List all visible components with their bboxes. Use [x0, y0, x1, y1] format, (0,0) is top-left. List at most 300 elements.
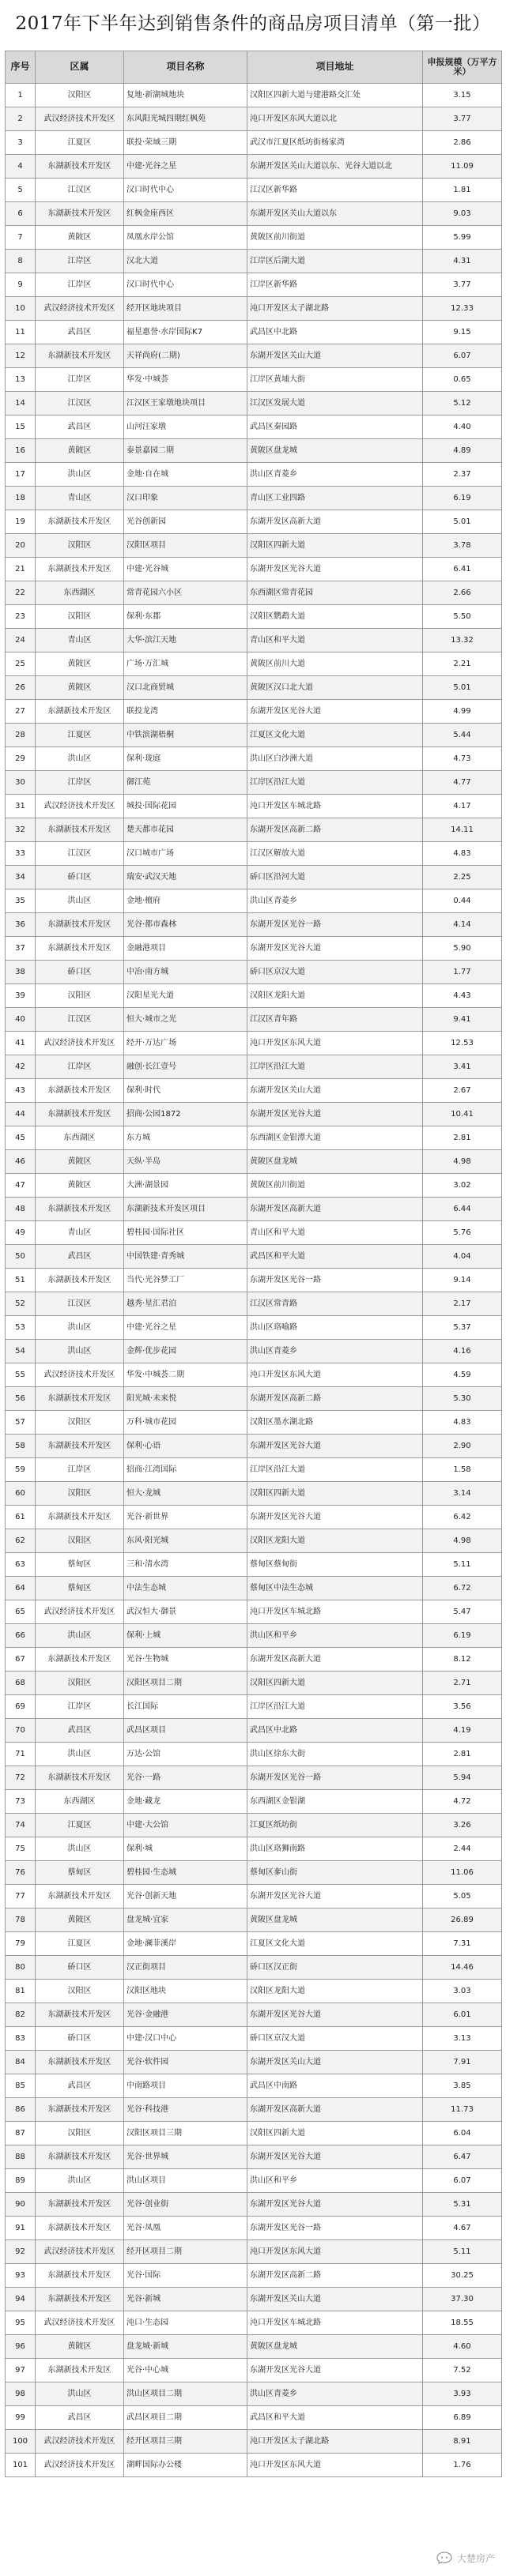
- row-area: 4.04: [423, 1245, 502, 1268]
- row-address: 江汉区解放大道: [247, 842, 423, 865]
- row-area: 5.12: [423, 392, 502, 415]
- row-project-name: 凤凰水岸公馆: [124, 226, 247, 249]
- table-row: [6, 1103, 502, 1126]
- row-address: 江岸区沿江大道: [247, 1055, 423, 1078]
- row-address: 江岸区沿江大道: [247, 1695, 423, 1718]
- header-address: 项目地址: [247, 51, 423, 83]
- row-index: 13: [6, 368, 36, 391]
- row-area: 11.09: [423, 155, 502, 178]
- row-district: 黄陂区: [36, 226, 124, 249]
- header-area: 申报规模（万平方米）: [423, 51, 502, 83]
- row-area: 6.42: [423, 1506, 502, 1529]
- table-row: [6, 1387, 502, 1411]
- row-index: 71: [6, 1743, 36, 1766]
- row-address: 沌口开发区车城北路: [247, 1600, 423, 1623]
- row-district: 武昌区: [36, 1245, 124, 1268]
- table-row: [6, 1316, 502, 1340]
- table-row: [6, 155, 502, 179]
- row-project-name: 招商·江湾国际: [124, 1458, 247, 1481]
- table-row: [6, 1482, 502, 1506]
- row-project-name: 武昌区项目二期: [124, 2406, 247, 2429]
- row-project-name: 东湖新技术开发区项目: [124, 1198, 247, 1220]
- row-area: 30.25: [423, 2264, 502, 2287]
- row-area: 7.91: [423, 2051, 502, 2074]
- row-index: 2: [6, 107, 36, 130]
- row-area: 6.19: [423, 1624, 502, 1647]
- table-row: [6, 1198, 502, 1221]
- row-project-name: 保利·上城: [124, 1624, 247, 1647]
- page-title: 2017年下半年达到销售条件的商品房项目清单（第一批）: [15, 13, 491, 34]
- row-address: 东湖开发区光谷大道: [247, 1103, 423, 1126]
- row-project-name: 汉口印象: [124, 487, 247, 510]
- table-row: [6, 889, 502, 913]
- row-project-name: 中建·光谷之星: [124, 1316, 247, 1339]
- row-area: 9.03: [423, 202, 502, 225]
- row-district: 东湖新技术开发区: [36, 155, 124, 178]
- row-district: 青山区: [36, 1221, 124, 1244]
- table-row: [6, 1292, 502, 1316]
- row-area: 6.01: [423, 2003, 502, 2026]
- row-area: 10.41: [423, 1103, 502, 1126]
- row-index: 7: [6, 226, 36, 249]
- row-area: 2.71: [423, 1672, 502, 1694]
- row-district: 东湖新技术开发区: [36, 2217, 124, 2239]
- table-row: [6, 368, 502, 392]
- row-district: 洪山区: [36, 1837, 124, 1860]
- row-district: 硚口区: [36, 1956, 124, 1979]
- row-index: 51: [6, 1269, 36, 1292]
- row-district: 东湖新技术开发区: [36, 558, 124, 581]
- row-index: 66: [6, 1624, 36, 1647]
- row-area: 4.98: [423, 1150, 502, 1173]
- row-project-name: 金融港项目: [124, 937, 247, 960]
- row-area: 11.06: [423, 1861, 502, 1884]
- table-row: [6, 652, 502, 676]
- row-address: 洪山区青菱乡: [247, 463, 423, 486]
- row-district: 洪山区: [36, 1624, 124, 1647]
- row-district: 东湖新技术开发区: [36, 1387, 124, 1410]
- row-address: 汉阳区四新大道: [247, 1482, 423, 1505]
- table-row: [6, 1008, 502, 1032]
- row-project-name: 光谷·科技港: [124, 2098, 247, 2121]
- row-district: 东湖新技术开发区: [36, 1648, 124, 1671]
- row-address: 洪山区青菱乡: [247, 1340, 423, 1363]
- row-project-name: 汉阳区项目三期: [124, 2122, 247, 2145]
- row-project-name: 瑞安·武汉天地: [124, 866, 247, 889]
- table-row: [6, 2122, 502, 2145]
- row-district: 青山区: [36, 487, 124, 510]
- row-index: 28: [6, 724, 36, 746]
- row-district: 汉阳区: [36, 534, 124, 557]
- table-row: [6, 1221, 502, 1245]
- row-project-name: 汉口时代中心: [124, 179, 247, 201]
- row-project-name: 天祥尚府(二期): [124, 344, 247, 367]
- row-district: 黄陂区: [36, 1174, 124, 1197]
- row-district: 武汉经济技术开发区: [36, 2454, 124, 2476]
- row-district: 江夏区: [36, 724, 124, 746]
- row-address: 武昌区和平大道: [247, 1245, 423, 1268]
- row-area: 1.58: [423, 1458, 502, 1481]
- row-district: 硚口区: [36, 2027, 124, 2050]
- row-project-name: 城投·国际花园: [124, 795, 247, 818]
- row-project-name: 山河汪家墩: [124, 416, 247, 438]
- row-index: 74: [6, 1814, 36, 1837]
- row-address: 江汉区发展大道: [247, 392, 423, 415]
- row-project-name: 广场·万汇城: [124, 652, 247, 675]
- row-index: 40: [6, 1008, 36, 1031]
- row-index: 9: [6, 273, 36, 296]
- row-project-name: 金地·澜菲溪岸: [124, 1932, 247, 1955]
- row-district: 洪山区: [36, 463, 124, 486]
- table-row: [6, 1055, 502, 1079]
- table-row: [6, 321, 502, 344]
- row-district: 洪山区: [36, 1743, 124, 1766]
- row-address: 东湖开发区光谷一路: [247, 1269, 423, 1292]
- row-project-name: 光谷·一路: [124, 1766, 247, 1789]
- table-row: [6, 1837, 502, 1861]
- row-index: 3: [6, 131, 36, 154]
- row-project-name: 汉阳区地块: [124, 1980, 247, 2003]
- row-index: 68: [6, 1672, 36, 1694]
- row-area: 3.26: [423, 1814, 502, 1837]
- row-area: 14.11: [423, 818, 502, 841]
- row-area: 8.91: [423, 2430, 502, 2453]
- row-address: 黄陂区盘龙城: [247, 1908, 423, 1931]
- row-project-name: 碧桂园·国际社区: [124, 1221, 247, 1244]
- row-address: 洪山区青菱乡: [247, 2382, 423, 2405]
- row-district: 东湖新技术开发区: [36, 700, 124, 723]
- table-row: [6, 2382, 502, 2406]
- row-address: 汉阳区墨水湖北路: [247, 1411, 423, 1434]
- row-address: 汉阳区鹦鹉大道: [247, 605, 423, 628]
- row-address: 沌口开发区车城北路: [247, 795, 423, 818]
- row-area: 6.04: [423, 2122, 502, 2145]
- row-district: 东湖新技术开发区: [36, 913, 124, 936]
- table-row: [6, 416, 502, 439]
- row-index: 98: [6, 2382, 36, 2405]
- row-index: 70: [6, 1719, 36, 1742]
- row-index: 5: [6, 179, 36, 201]
- row-index: 93: [6, 2264, 36, 2287]
- row-address: 洪山区白沙洲大道: [247, 747, 423, 770]
- row-index: 75: [6, 1837, 36, 1860]
- row-district: 东西湖区: [36, 1126, 124, 1149]
- row-area: 3.77: [423, 107, 502, 130]
- row-area: 9.41: [423, 1008, 502, 1031]
- row-index: 90: [6, 2193, 36, 2216]
- row-project-name: 汉阳区项目二期: [124, 1672, 247, 1694]
- row-project-name: 经开区项目二期: [124, 2240, 247, 2263]
- table-row: [6, 1245, 502, 1269]
- row-area: 3.14: [423, 1482, 502, 1505]
- row-district: 汉阳区: [36, 84, 124, 107]
- row-project-name: 汉阳区项目: [124, 534, 247, 557]
- row-project-name: 经开区地块项目: [124, 297, 247, 320]
- row-index: 86: [6, 2098, 36, 2121]
- row-address: 武昌区中北路: [247, 321, 423, 344]
- row-district: 东湖新技术开发区: [36, 2003, 124, 2026]
- table-row: [6, 605, 502, 629]
- row-area: 3.15: [423, 84, 502, 107]
- row-index: 84: [6, 2051, 36, 2074]
- row-index: 96: [6, 2335, 36, 2358]
- row-area: 4.43: [423, 984, 502, 1007]
- row-area: 7.31: [423, 1932, 502, 1955]
- row-project-name: 光谷创新园: [124, 510, 247, 533]
- row-address: 黄陂区盘龙城: [247, 439, 423, 462]
- table-row: [6, 226, 502, 250]
- row-address: 黄陂区前川街道: [247, 226, 423, 249]
- row-project-name: 洪山区项目二期: [124, 2382, 247, 2405]
- row-project-name: 当代·光谷梦工厂: [124, 1269, 247, 1292]
- row-project-name: 光谷·创业街: [124, 2193, 247, 2216]
- row-project-name: 中铁滨湖梧桐: [124, 724, 247, 746]
- row-district: 黄陂区: [36, 1908, 124, 1931]
- row-area: 2.66: [423, 581, 502, 604]
- row-project-name: 融创·长江壹号: [124, 1055, 247, 1078]
- row-district: 东湖新技术开发区: [36, 2098, 124, 2121]
- row-area: 26.89: [423, 1908, 502, 1931]
- row-district: 汉阳区: [36, 1980, 124, 2003]
- row-address: 东湖开发区关山大道: [247, 344, 423, 367]
- row-project-name: 光谷·世界城: [124, 2145, 247, 2168]
- row-project-name: 光谷·生物城: [124, 1648, 247, 1671]
- row-address: 东湖开发区高新大道: [247, 510, 423, 533]
- table-row: [6, 1363, 502, 1387]
- row-index: 57: [6, 1411, 36, 1434]
- row-project-name: 江汉区王家墩地块项目: [124, 392, 247, 415]
- row-area: 1.76: [423, 2454, 502, 2476]
- row-district: 汉阳区: [36, 1529, 124, 1552]
- row-area: 4.83: [423, 1411, 502, 1434]
- row-district: 武昌区: [36, 416, 124, 438]
- row-district: 洪山区: [36, 1340, 124, 1363]
- row-address: 沌口开发区东风大道以北: [247, 107, 423, 130]
- row-index: 47: [6, 1174, 36, 1197]
- row-index: 35: [6, 889, 36, 912]
- row-index: 69: [6, 1695, 36, 1718]
- row-address: 东湖开发区光谷大道: [247, 1435, 423, 1457]
- row-area: 4.98: [423, 1529, 502, 1552]
- row-area: 0.44: [423, 889, 502, 912]
- row-district: 武汉经济技术开发区: [36, 2430, 124, 2453]
- row-index: 20: [6, 534, 36, 557]
- row-area: 4.77: [423, 771, 502, 794]
- row-district: 东湖新技术开发区: [36, 1766, 124, 1789]
- row-district: 蔡甸区: [36, 1861, 124, 1884]
- row-index: 46: [6, 1150, 36, 1173]
- row-address: 东湖开发区高新大道: [247, 1648, 423, 1671]
- row-area: 6.89: [423, 2406, 502, 2429]
- row-index: 1: [6, 84, 36, 107]
- row-address: 东湖开发区关山大道以东、光谷大道以北: [247, 155, 423, 178]
- row-area: 5.44: [423, 724, 502, 746]
- row-project-name: 东风阳光城四期红枫苑: [124, 107, 247, 130]
- row-project-name: 光谷·新世界: [124, 1506, 247, 1529]
- row-area: 3.03: [423, 1980, 502, 2003]
- row-project-name: 保利·珑庭: [124, 747, 247, 770]
- row-address: 东湖开发区高新二路: [247, 818, 423, 841]
- row-address: 东湖开发区光谷大道: [247, 2359, 423, 2382]
- row-project-name: 东风·阳光城: [124, 1529, 247, 1552]
- table-row: [6, 1600, 502, 1624]
- row-address: 沌口开发区太子湖北路: [247, 297, 423, 320]
- row-project-name: 光谷·都市森林: [124, 913, 247, 936]
- row-index: 37: [6, 937, 36, 960]
- row-district: 东湖新技术开发区: [36, 510, 124, 533]
- row-district: 洪山区: [36, 2169, 124, 2192]
- row-project-name: 汉口城市广场: [124, 842, 247, 865]
- row-area: 6.07: [423, 2169, 502, 2192]
- table-row: [6, 2430, 502, 2454]
- row-project-name: 汉正街项目: [124, 1956, 247, 1979]
- table-row: [6, 1814, 502, 1837]
- row-project-name: 中法生态城: [124, 1577, 247, 1600]
- row-project-name: 汉口北商贸城: [124, 676, 247, 699]
- table-row: [6, 1458, 502, 1482]
- row-project-name: 金地·自在城: [124, 463, 247, 486]
- row-project-name: 保利·城: [124, 1837, 247, 1860]
- row-district: 东湖新技术开发区: [36, 1079, 124, 1102]
- row-address: 东湖开发区光谷大道: [247, 2003, 423, 2026]
- row-index: 17: [6, 463, 36, 486]
- table-row: [6, 273, 502, 297]
- row-district: 硚口区: [36, 866, 124, 889]
- row-area: 5.37: [423, 1316, 502, 1339]
- row-index: 26: [6, 676, 36, 699]
- row-project-name: 中南路项目: [124, 2074, 247, 2097]
- row-area: 4.14: [423, 913, 502, 936]
- row-project-name: 中冶·南方城: [124, 961, 247, 983]
- row-project-name: 湖畔国际办公楼: [124, 2454, 247, 2476]
- row-project-name: 沌口·生态园: [124, 2311, 247, 2334]
- row-area: 2.21: [423, 652, 502, 675]
- row-project-name: 福星惠誉·水岸国际K7: [124, 321, 247, 344]
- row-district: 汉阳区: [36, 1482, 124, 1505]
- row-district: 武汉经济技术开发区: [36, 2311, 124, 2334]
- row-address: 江夏区纸坊街: [247, 1814, 423, 1837]
- row-index: 32: [6, 818, 36, 841]
- row-district: 东湖新技术开发区: [36, 818, 124, 841]
- row-project-name: 复地·新湖城地块: [124, 84, 247, 107]
- row-index: 97: [6, 2359, 36, 2382]
- row-index: 33: [6, 842, 36, 865]
- row-district: 东西湖区: [36, 581, 124, 604]
- row-index: 65: [6, 1600, 36, 1623]
- row-address: 东西湖区金银湖: [247, 1790, 423, 1813]
- row-district: 东湖新技术开发区: [36, 2193, 124, 2216]
- row-district: 青山区: [36, 629, 124, 652]
- row-project-name: 楚天都市花园: [124, 818, 247, 841]
- table-row: [6, 1269, 502, 1292]
- row-district: 黄陂区: [36, 652, 124, 675]
- row-area: 5.99: [423, 226, 502, 249]
- row-address: 东西湖区金银潭大道: [247, 1126, 423, 1149]
- row-address: 东湖开发区光谷一路: [247, 1766, 423, 1789]
- row-address: 东湖开发区光谷大道: [247, 1885, 423, 1908]
- row-district: 江岸区: [36, 1695, 124, 1718]
- table-row: [6, 2051, 502, 2074]
- row-area: 4.40: [423, 416, 502, 438]
- row-area: 1.81: [423, 179, 502, 201]
- table-row: [6, 1980, 502, 2003]
- row-district: 洪山区: [36, 2382, 124, 2405]
- row-project-name: 万达·公馆: [124, 1743, 247, 1766]
- table-row: [6, 937, 502, 961]
- table-row: [6, 724, 502, 747]
- row-address: 汉阳区龙阳大道: [247, 1980, 423, 2003]
- row-address: 黄陂区汉口北大道: [247, 676, 423, 699]
- row-area: 5.90: [423, 937, 502, 960]
- row-district: 汉阳区: [36, 1672, 124, 1694]
- row-index: 24: [6, 629, 36, 652]
- row-address: 江夏区文化大道: [247, 724, 423, 746]
- row-project-name: 汉口时代中心: [124, 273, 247, 296]
- row-area: 18.55: [423, 2311, 502, 2334]
- row-address: 东湖开发区光谷大道: [247, 2193, 423, 2216]
- row-project-name: 招商·公园1872: [124, 1103, 247, 1126]
- row-project-name: 碧桂园·生态城: [124, 1861, 247, 1884]
- row-area: 0.65: [423, 368, 502, 391]
- row-index: 19: [6, 510, 36, 533]
- row-district: 汉阳区: [36, 605, 124, 628]
- row-area: 5.05: [423, 1885, 502, 1908]
- row-district: 江汉区: [36, 1008, 124, 1031]
- row-project-name: 长江国际: [124, 1695, 247, 1718]
- row-address: 江岸区后湖大道: [247, 250, 423, 273]
- row-index: 62: [6, 1529, 36, 1552]
- row-address: 洪山区珞狮南路: [247, 1837, 423, 1860]
- row-index: 11: [6, 321, 36, 344]
- row-district: 东湖新技术开发区: [36, 2051, 124, 2074]
- table-row: [6, 179, 502, 202]
- row-district: 黄陂区: [36, 2335, 124, 2358]
- row-district: 黄陂区: [36, 1150, 124, 1173]
- table-row: [6, 984, 502, 1008]
- row-area: 2.67: [423, 1079, 502, 1102]
- row-project-name: 天纵·半岛: [124, 1150, 247, 1173]
- row-index: 12: [6, 344, 36, 367]
- row-project-name: 盘龙城·宜家: [124, 1908, 247, 1931]
- row-index: 78: [6, 1908, 36, 1931]
- row-address: 硚口区沿河大道: [247, 866, 423, 889]
- table-row: [6, 1553, 502, 1577]
- row-index: 89: [6, 2169, 36, 2192]
- row-index: 54: [6, 1340, 36, 1363]
- row-area: 5.11: [423, 1553, 502, 1576]
- row-area: 2.44: [423, 1837, 502, 1860]
- row-area: 13.32: [423, 629, 502, 652]
- table-row: [6, 1743, 502, 1766]
- row-district: 洪山区: [36, 1316, 124, 1339]
- row-index: 60: [6, 1482, 36, 1505]
- row-address: 洪山区青菱乡: [247, 889, 423, 912]
- table-row: [6, 1506, 502, 1529]
- row-area: 5.50: [423, 605, 502, 628]
- row-area: 2.17: [423, 1292, 502, 1315]
- table-row: [6, 344, 502, 368]
- row-project-name: 阳光城·未来悦: [124, 1387, 247, 1410]
- row-index: 82: [6, 2003, 36, 2026]
- row-index: 79: [6, 1932, 36, 1955]
- row-project-name: 保利·东郡: [124, 605, 247, 628]
- row-district: 东湖新技术开发区: [36, 1885, 124, 1908]
- row-district: 洪山区: [36, 747, 124, 770]
- row-index: 91: [6, 2217, 36, 2239]
- row-district: 东湖新技术开发区: [36, 1103, 124, 1126]
- table-row: [6, 1174, 502, 1198]
- row-project-name: 金地·藏龙: [124, 1790, 247, 1813]
